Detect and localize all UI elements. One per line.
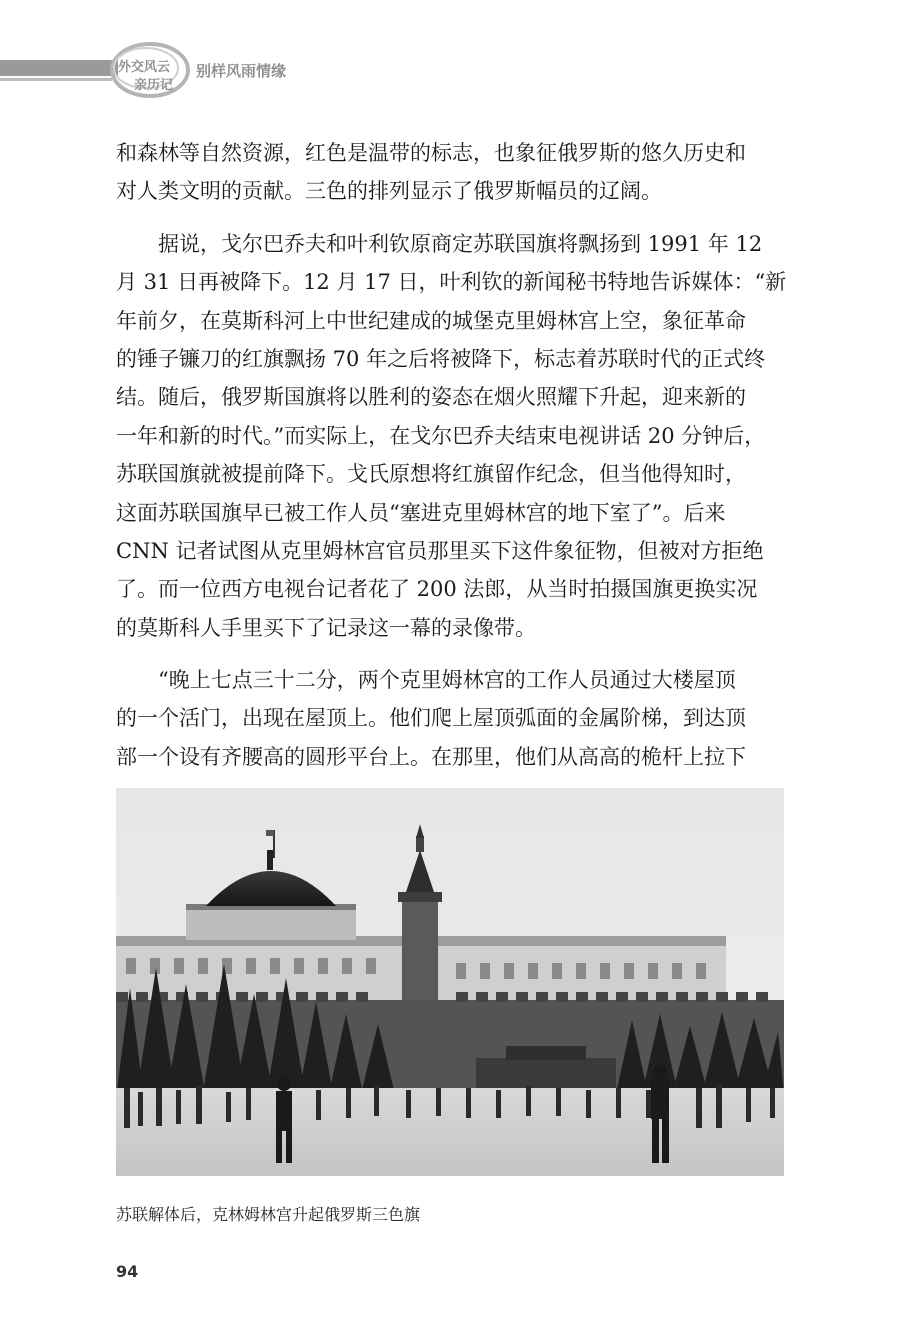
header-bar — [0, 60, 118, 76]
text-line: 年前夕，在莫斯科河上中世纪建成的城堡克里姆林宫上空，象征革命 — [116, 308, 746, 333]
body-text — [116, 134, 788, 776]
figure-caption: 苏联解体后，克林姆林宫升起俄罗斯三色旗 — [116, 1205, 421, 1224]
text-line: 月 31 日再被降下。12 月 17 日，叶利钦的新闻秘书特地告诉媒体：“新 — [116, 270, 787, 295]
text-line: 这面苏联国旗早已被工作人员“塞进克里姆林宫的地下室了”。后来 — [116, 500, 726, 525]
text-line: 据说，戈尔巴乔夫和叶利钦原商定苏联国旗将飘扬到 1991 年 12 — [158, 231, 763, 256]
text-line: 的锤子镰刀的红旗飘扬 70 年之后将被降下，标志着苏联时代的正式终 — [116, 346, 766, 371]
photo-illustration — [116, 788, 784, 1176]
logo-line-1: 外交风云 — [118, 60, 171, 75]
running-header — [0, 38, 900, 108]
kremlin-photo — [116, 788, 784, 1176]
text-line: 的一个活门，出现在屋顶上。他们爬上屋顶弧面的金属阶梯，到达顶 — [116, 706, 746, 731]
text-line: 结。随后，俄罗斯国旗将以胜利的姿态在烟火照耀下升起，迎来新的 — [116, 385, 746, 410]
text-line: 和森林等自然资源，红色是温带的标志，也象征俄罗斯的悠久历史和 — [116, 141, 746, 165]
section-title: 别样风雨情缘 — [196, 62, 287, 80]
logo-line-2: 亲历记 — [134, 78, 174, 93]
text-line: 一年和新的时代。”而实际上，在戈尔巴乔夫结束电视讲话 20 分钟后， — [116, 423, 766, 448]
text-line: 苏联国旗就被提前降下。戈氏原想将红旗留作纪念，但当他得知时， — [116, 462, 746, 487]
text-line: 了。而一位西方电视台记者花了 200 法郎，从当时拍摄国旗更换实况 — [116, 577, 758, 602]
text-line: 部一个设有齐腰高的圆形平台上。在那里，他们从高高的桅杆上拉下 — [116, 744, 746, 769]
header-rule — [0, 78, 112, 81]
text-line: CNN 记者试图从克里姆林宫官员那里买下这件象征物，但被对方拒绝 — [116, 538, 764, 563]
text-line: “晚上七点三十二分，两个克里姆林宫的工作人员通过大楼屋顶 — [158, 668, 736, 693]
text-line: 对人类文明的贡献。三色的排列显示了俄罗斯幅员的辽阔。 — [116, 179, 662, 204]
series-logo — [106, 38, 192, 100]
page-number: 94 — [116, 1262, 139, 1281]
text-line: 的莫斯科人手里买下了记录这一幕的录像带。 — [116, 615, 536, 640]
